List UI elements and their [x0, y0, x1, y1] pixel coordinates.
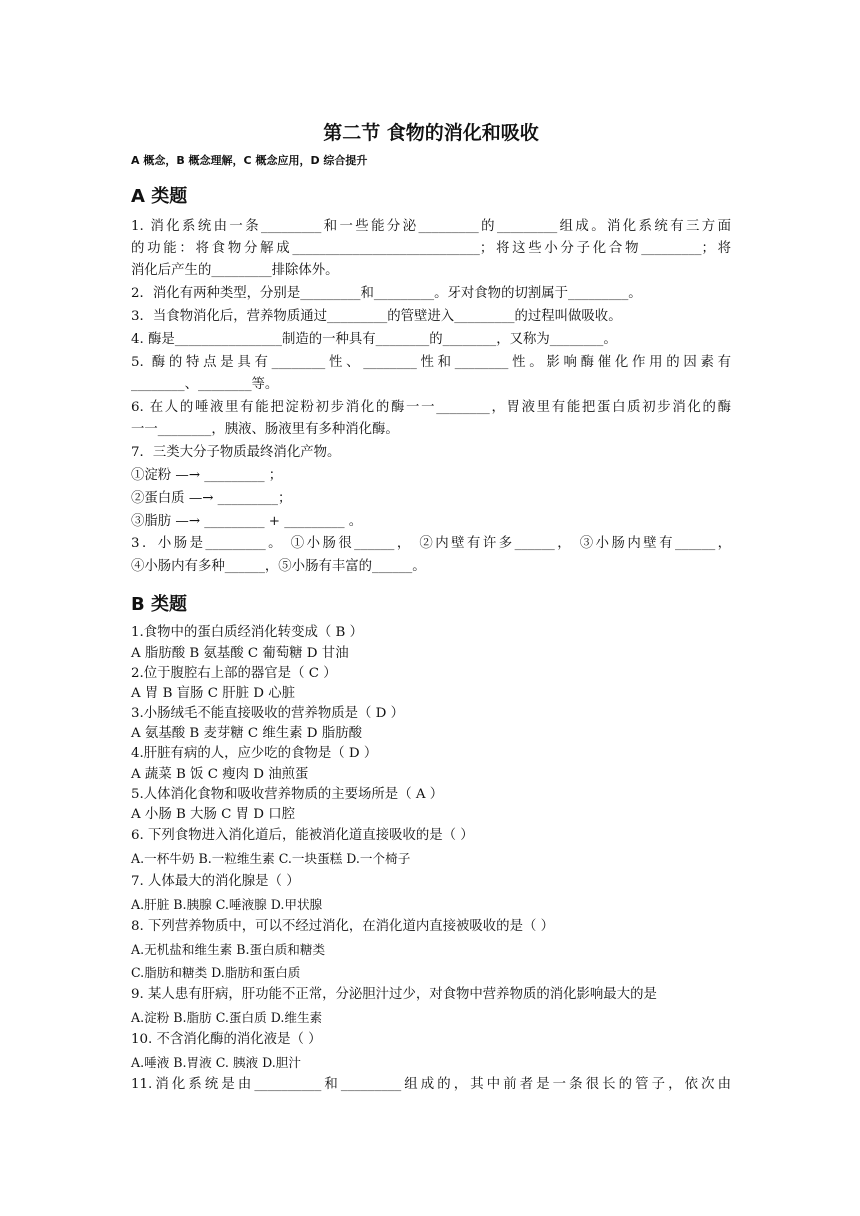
question-line: 11.消化系统是由__________和_________组成的，其中前者是一条很长的管子，依次由	[131, 1077, 731, 1092]
option-line: A 氨基酸 B 麦芽糖 C 维生素 D 脂肪酸	[131, 726, 362, 741]
question-line: 6. 下列食物进入消化道后，能被消化道直接吸收的是（ ）	[131, 828, 474, 843]
question-line: ①淀粉 —→ _________ ；	[131, 468, 283, 483]
option-line: A 蔬菜 B 饭 C 瘦肉 D 油煎蛋	[131, 767, 309, 782]
question-line: 一一________，胰液、肠液里有多种消化酶。	[131, 422, 399, 437]
section-a-heading: A 类题	[131, 186, 188, 207]
question-line: 的功能：将食物分解成____________________________；将这些小分子化合物_________；将	[131, 241, 731, 256]
question-line: 1. 消化系统由一条_________和一些能分泌_________的_________组成。消化系统有三方面	[131, 219, 731, 234]
question-line: 2.位于腹腔右上部的器官是（ C ）	[131, 666, 337, 681]
question-line: 5.人体消化食物和吸收营养物质的主要场所是（ A ）	[131, 787, 444, 802]
question-line: 9. 某人患有肝病，肝功能不正常，分泌胆汁过少，对食物中营养物质的消化影响最大的是	[131, 987, 657, 1002]
question-line: 6. 在人的唾液里有能把淀粉初步消化的酶一一________，胃液里有能把蛋白质初步消化的酶	[131, 400, 731, 415]
question-line: ④小肠内有多种______，⑤小肠有丰富的______。	[131, 559, 426, 574]
level-legend: A 概念，B 概念理解，C 概念应用，D 综合提升	[131, 154, 368, 167]
question-line: 10. 不含消化酶的消化液是（ ）	[131, 1032, 322, 1047]
question-line: 1.食物中的蛋白质经消化转变成（ B ）	[131, 625, 363, 640]
question-line: 8. 下列营养物质中，可以不经过消化，在消化道内直接被吸收的是（ ）	[131, 919, 555, 934]
page-title: 第二节 食物的消化和吸收	[323, 122, 539, 144]
question-line: 2．消化有两种类型，分别是_________和_________。牙对食物的切割属于_________。	[131, 286, 642, 301]
option-line: A.肝脏 B.胰腺 C.唾液腺 D.甲状腺	[131, 897, 323, 912]
option-line: C.脂肪和糖类 D.脂肪和蛋白质	[131, 965, 301, 980]
question-line: 3．当食物消化后，营养物质通过_________的管壁进入_________的过程叫做吸收。	[131, 309, 622, 324]
option-line: A.唾液 B.胃液 C. 胰液 D.胆汁	[131, 1055, 301, 1070]
question-line: 4. 酶是________________制造的一种具有________的________，又称为________。	[131, 332, 617, 347]
option-line: A 胃 B 盲肠 C 肝脏 D 心脏	[131, 686, 296, 701]
option-line: A.无机盐和维生素 B.蛋白质和糖类	[131, 942, 326, 957]
question-line: ③脂肪 —→ _________ + _________ 。	[131, 514, 363, 529]
section-b-heading: B 类题	[131, 594, 187, 615]
option-line: A.一杯牛奶 B.一粒维生素 C.一块蛋糕 D.一个椅子	[131, 851, 411, 866]
question-line: ________、________等。	[131, 377, 279, 392]
option-line: A 小肠 B 大肠 C 胃 D 口腔	[131, 807, 296, 822]
option-line: A.淀粉 B.脂肪 C.蛋白质 D.维生素	[131, 1010, 323, 1025]
question-line: 3.小肠绒毛不能直接吸收的营养物质是（ D ）	[131, 706, 405, 721]
question-line: 7. 人体最大的消化腺是（ ）	[131, 874, 300, 889]
question-line: ②蛋白质 —→ _________；	[131, 491, 292, 506]
question-line: 消化后产生的_________排除体外。	[131, 263, 339, 278]
option-line: A 脂肪酸 B 氨基酸 C 葡萄糖 D 甘油	[131, 646, 349, 661]
question-line: 5. 酶的特点是具有________性、________性和________性。影响酶催化作用的因素有	[131, 355, 731, 370]
question-line: 3．小肠是_________。 ①小肠很______， ②内壁有许多______， ③小肠内壁有______，	[131, 536, 731, 551]
question-line: 7．三类大分子物质最终消化产物。	[131, 445, 341, 460]
question-line: 4.肝脏有病的人，应少吃的食物是（ D ）	[131, 746, 378, 761]
